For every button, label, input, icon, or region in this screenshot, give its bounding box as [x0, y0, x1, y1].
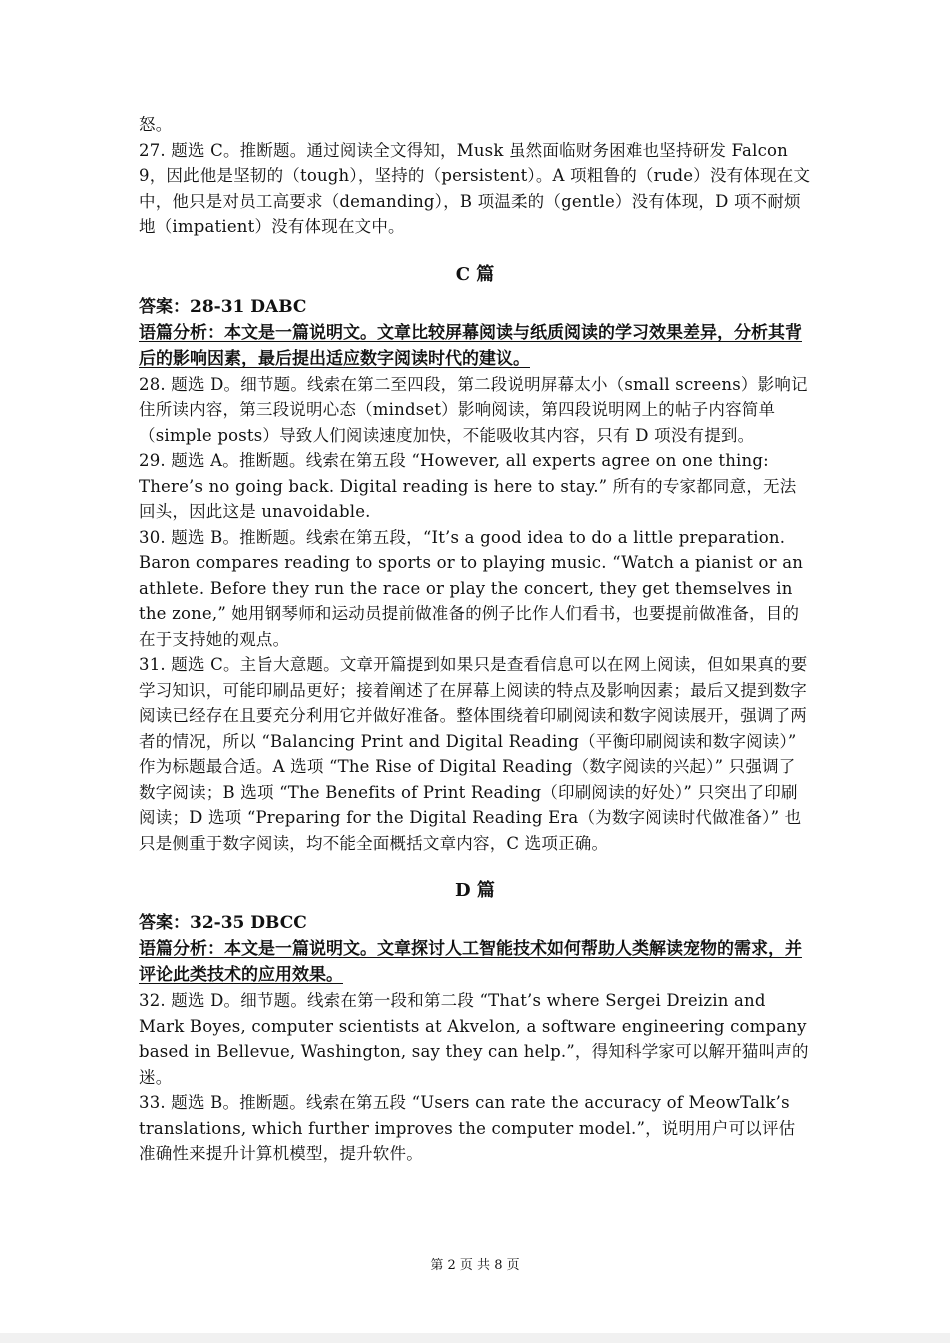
q31-explanation: 31. 题选 C。主旨大意题。文章开篇提到如果只是查看信息可以在网上阅读，但如果真的要学习知识，可能印刷品更好；接着阐述了在屏幕上阅读的特点及影响因素；最后又提到数字阅读已经存在且要充分利用它并做好准备。整体围绕着印刷阅读和数字阅读展开，强调了两者的情况，所以 “Balancing Print and Digital Reading（平衡印刷阅读和数字阅读）” 作为标题最合适。A 选项 “The Rise of Digital Reading（数字阅读的兴起）” 只强调了数字阅读；B 选项 “The Benefits of Print Reading（印刷阅读的好处）” 只突出了印刷阅读；D 选项 “Preparing for the Digital Reading Era（为数字阅读时代做准备）” 也只是侧重于数字阅读，均不能全面概括文章内容，C 选项正确。: [139, 655, 808, 853]
document-body: [139, 112, 811, 1167]
page-number-footer: 第 2 页 共 8 页: [430, 1258, 520, 1273]
carry-over-text: 怒。: [139, 115, 173, 134]
q29-explanation: 29. 题选 A。推断题。线索在第五段 “However, all experts agree on one thing: There’s no going back. Digital reading is here to stay.” 所有的专家都同意，无法回头，因此这是 unavoidable.: [139, 451, 797, 521]
section-d-answer: 答案：32-35 DBCC: [139, 913, 307, 933]
q27-explanation: 27. 题选 C。推断题。通过阅读全文得知，Musk 虽然面临财务困难也坚持研发 Falcon 9，因此他是坚韧的（tough），坚持的（persistent）。A 项粗鲁的（rude）没有体现在文中，他只是对员工高要求（demanding），B 项温柔的（gentle）没有体现，D 项不耐烦地（impatient）没有体现在文中。: [139, 140, 811, 236]
q28-explanation: 28. 题选 D。细节题。线索在第二至四段，第二段说明屏幕太小（small screens）影响记住所读内容，第三段说明心态（mindset）影响阅读，第四段说明网上的帖子内容简单（simple posts）导致人们阅读速度加快，不能吸收其内容，只有 D 项没有提到。: [139, 374, 808, 445]
section-c-analysis: 语篇分析：本文是一篇说明文。文章比较屏幕阅读与纸质阅读的学习效果差异，分析其背后的影响因素，最后提出适应数字阅读时代的建议。: [139, 322, 802, 369]
q33-explanation: 33. 题选 B。推断题。线索在第五段 “Users can rate the accuracy of MeowTalk’s translations, which further improves the computer model.”，说明用户可以评估准确性来提升计算机模型，提升软件。: [139, 1093, 796, 1163]
section-c: [139, 262, 811, 857]
section-d-title: D 篇: [455, 880, 495, 901]
q30-explanation: 30. 题选 B。推断题。线索在第五段，“It’s a good idea to do a little preparation. Baron compares reading to sports or to playing music. “Watch a pianist or an athlete. Before they run the race or play the concert, they get themselves in the zone,” 她用钢琴师和运动员提前做准备的例子比作人们看书，也要提前做准备，目的在于支持她的观点。: [139, 527, 804, 649]
scan-bottom-edge: [0, 1333, 950, 1343]
section-c-title: C 篇: [455, 263, 495, 285]
q32-explanation: 32. 题选 D。细节题。线索在第一段和第二段 “That’s where Sergei Dreizin and Mark Boyes, computer scientists at Akvelon, a software engineering company based in Bellevue, Washington, say they can help.”，得知科学家可以解开猫叫声的迷。: [139, 991, 809, 1087]
section-c-answer: 答案：28-31 DABC: [139, 296, 307, 317]
section-d-analysis: 语篇分析：本文是一篇说明文。文章探讨人工智能技术如何帮助人类解读宠物的需求，并评论此类技术的应用效果。: [139, 939, 802, 985]
section-d: [139, 878, 811, 1167]
